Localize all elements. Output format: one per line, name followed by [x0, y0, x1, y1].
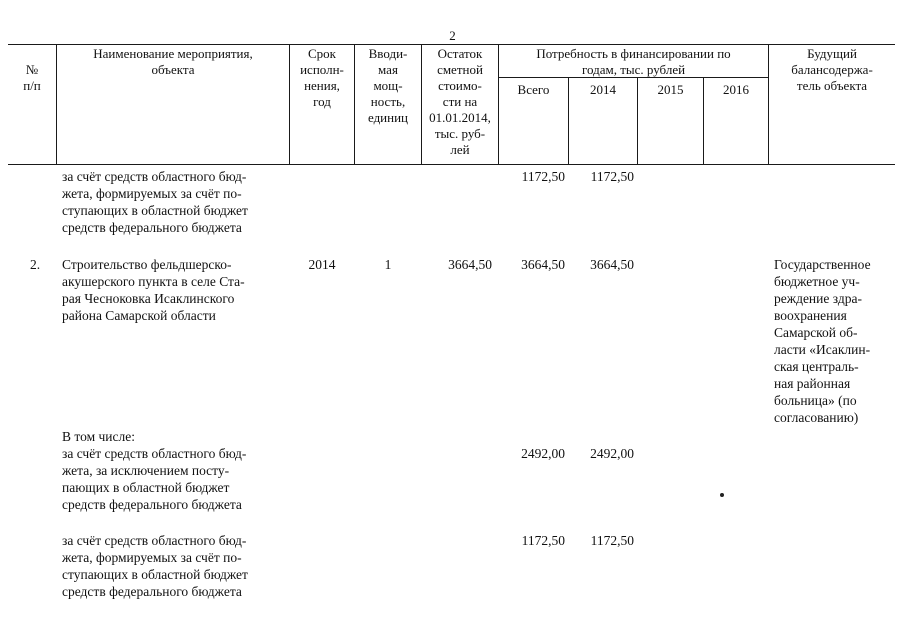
header-holder: Будущий балансодержа- тель объекта — [791, 46, 873, 93]
row-3-total: 2492,00 — [521, 446, 565, 461]
row-2-2014: 3664,50 — [590, 257, 634, 272]
header-bottom-border — [8, 164, 895, 165]
header-2015: 2015 — [657, 82, 684, 97]
row-4-total: 1172,50 — [521, 533, 565, 548]
header-number: № п/п — [23, 62, 41, 93]
row-1-total: 1172,50 — [521, 169, 565, 184]
row-1-name: за счёт средств областного бюд- жета, формируемых за счёт по- ступающих в областной бюджет средств федерального бюджета — [62, 169, 248, 235]
row-3-name: В том числе: за счёт средств областного бюд- жета, за исключением посту- пающих в областной бюджет средств федерального бюджета — [62, 429, 247, 512]
header-capacity: Вводи- мая мощ- ность, единиц — [367, 46, 409, 125]
row-2-total: 3664,50 — [521, 257, 565, 272]
header-2014: 2014 — [590, 82, 616, 97]
row-4-name: за счёт средств областного бюд- жета, формируемых за счёт по- ступающих в областной бюджет средств федерального бюджета — [62, 533, 248, 599]
row-2-number: 2. — [30, 257, 41, 272]
header-name: Наименование мероприятия, объекта — [93, 46, 253, 77]
header-total: Всего — [517, 82, 550, 97]
header-2016: 2016 — [723, 82, 749, 97]
row-2-remainder: 3664,50 — [448, 257, 492, 272]
row-2-holder: Государственное бюджетное уч- реждение здра- воохранения Самарской об- ласти «Исаклин- ская централь- ная районная больница» (по согласованию) — [774, 257, 871, 425]
header-financing: Потребность в финансировании по годам, тыс. рублей — [536, 46, 731, 77]
row-1-2014: 1172,50 — [590, 169, 634, 184]
table-top-border — [8, 44, 895, 45]
page-number: 2 — [449, 28, 456, 43]
header-term: Срок исполн- нения, год — [300, 46, 344, 109]
row-2-term: 2014 — [308, 257, 336, 272]
row-2-name: Строительство фельдшерско- акушерского пункта в селе Ста- рая Чесноковка Исаклинского района Самарской области — [62, 257, 245, 323]
row-4-2014: 1172,50 — [590, 533, 634, 548]
scan-speck — [720, 493, 724, 497]
row-3-2014: 2492,00 — [590, 446, 634, 461]
row-2-capacity: 1 — [384, 257, 392, 272]
header-remainder: Остаток сметной стоимо- сти на 01.01.2014, тыс. руб- лей — [429, 46, 491, 157]
